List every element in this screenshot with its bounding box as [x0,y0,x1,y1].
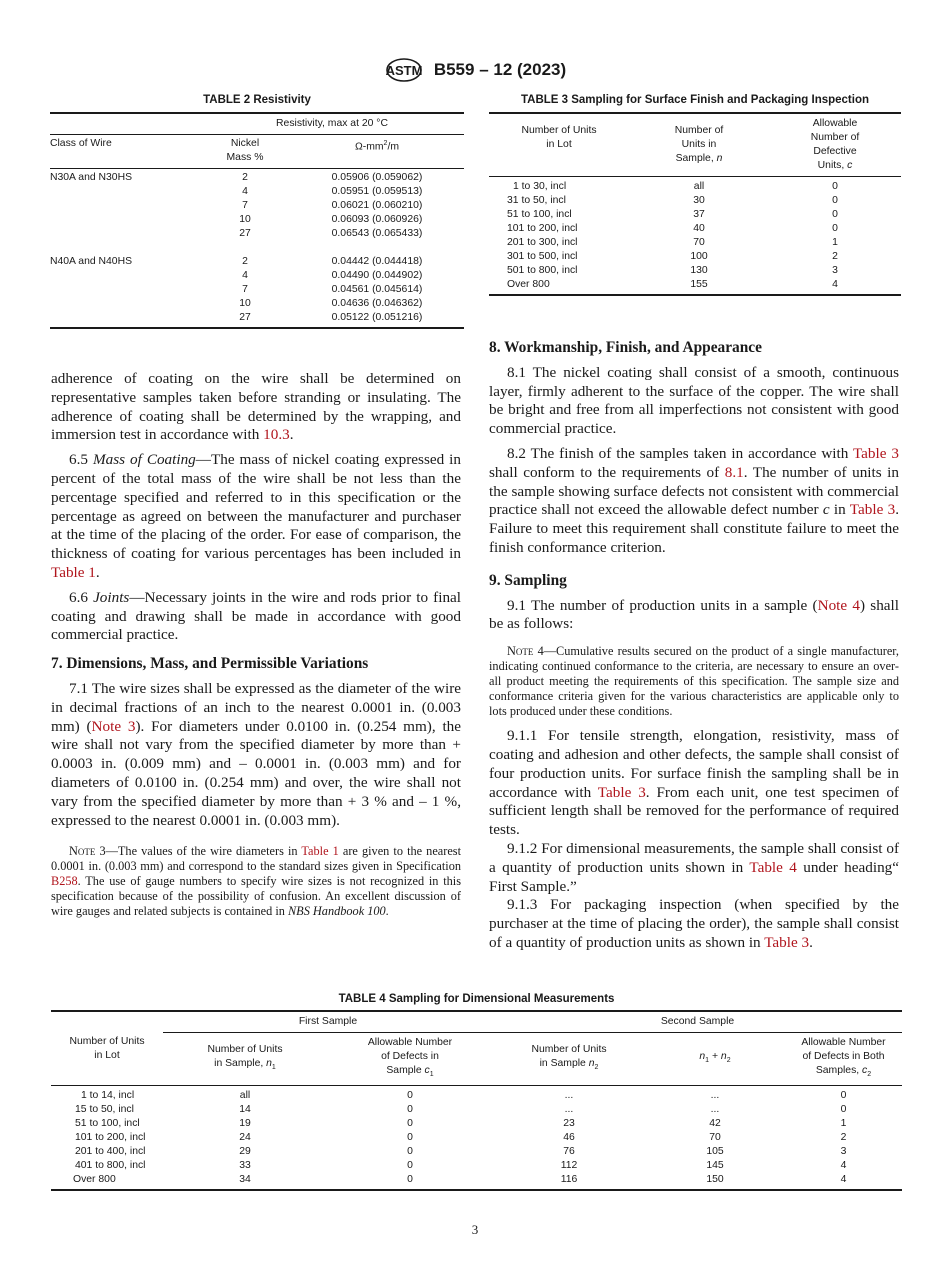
c2-cell: 4 [840,1174,847,1186]
link-table-1[interactable]: Table 1 [301,844,339,859]
c-cell: 0 [832,223,838,234]
n-cell: 130 [690,265,708,276]
c-cell: 0 [832,181,838,192]
c-cell: 2 [832,251,838,262]
n1-cell: 33 [239,1160,251,1172]
nickel-mass-cell: 2 [242,172,248,183]
link-note-4[interactable]: Note 4 [817,596,860,614]
sum-cell: 70 [709,1132,721,1144]
lot-cell: 201 to 400, incl [75,1146,146,1158]
col-n1: Number of Units in Sample, $n_1$ [207,1044,283,1072]
c-cell: 1 [832,237,838,248]
section-7-heading: 7. Dimensions, Mass, and Permissible Variations [51,655,369,673]
second-sample-header: Second Sample [493,1011,902,1033]
n2-cell: 76 [563,1146,575,1158]
sum-cell: ... [710,1090,720,1102]
table-3-caption: TABLE 3 Sampling for Surface Finish and Packaging Inspection [520,94,870,106]
table-row [51,1173,902,1190]
paragraph-8-2: 8.2 The finish of the samples taken in accordance with Table 3 shall conform to the requirements of 8.1. The number of units in the sample showing surface defects not consistent with commercial practice shall not exceed the allowable defect number c in Table 3. Failure to meet this requirement shall constitute failure to meet the finish conformance criterion. [489,444,900,556]
link-table-3[interactable]: Table 3 [764,933,810,951]
lot-cell: 1 to 14, incl [81,1090,135,1102]
designation-title: B559 – 12 (2023) [433,60,567,79]
n-cell: 40 [693,223,705,234]
table-row [50,241,464,269]
n-cell: 155 [690,279,708,290]
table-row [51,1117,902,1131]
c-cell: 4 [832,279,838,290]
class-of-wire-cell [50,311,200,328]
col-nickel-line1: Nickel [230,138,260,149]
c1-cell: 0 [407,1104,413,1116]
c-cell: 0 [832,195,838,206]
lot-cell: 101 to 200, incl [507,223,578,234]
col-allowable-defective: Allowable Number of Defective Units, c [810,118,860,171]
lot-cell: 401 to 800, incl [75,1160,146,1172]
class-of-wire-cell: N30A and N30HS [50,172,133,183]
n-cell: 70 [693,237,705,248]
col-resistivity-unit: $\Omega-mm^2/m$ [355,140,399,153]
col-nickel-mass [200,135,290,169]
sum-cell: 105 [706,1146,724,1158]
class-of-wire-cell [50,199,200,213]
n-cell: 30 [693,195,705,206]
resistivity-cell: 0.05951 (0.059513) [331,186,423,197]
n1-cell: 19 [239,1118,251,1130]
col-units-in-lot: Number of Units in Lot [51,1011,163,1086]
col-c2: Allowable Number of Defects in Both Samples, $c_2$ [801,1037,886,1079]
n1-cell: 24 [239,1132,251,1144]
lot-cell: 15 to 50, incl [75,1104,134,1116]
table-row [50,283,464,297]
c1-cell: 0 [407,1090,413,1102]
document-header [0,56,950,84]
sum-cell: 150 [706,1174,724,1186]
link-table-4[interactable]: Table 4 [749,858,797,876]
nickel-mass-cell: 7 [242,200,248,211]
sum-cell: ... [710,1104,720,1116]
class-of-wire-cell [50,213,200,227]
table-row [51,1159,902,1173]
svg-text:ASTM: ASTM [385,63,423,78]
c1-cell: 0 [407,1118,413,1130]
n-cell: 100 [690,251,708,262]
astm-logo-icon [384,56,424,84]
paragraph-9-1-2: 9.1.2 For dimensional measurements, the sample shall consist of a quantity of production units shown in Table 4 under heading“ First Sample.” [489,839,899,895]
page-number: 3 [471,1222,479,1237]
nickel-mass-cell: 4 [242,270,248,281]
sum-cell: 42 [709,1118,721,1130]
nickel-mass-cell: 10 [239,214,251,225]
nickel-mass-cell: 4 [242,186,248,197]
table-row [51,1131,902,1145]
link-10-3[interactable]: 10.3 [263,426,290,444]
class-of-wire-cell: N40A and N40HS [50,256,133,267]
sum-cell: 145 [706,1160,724,1172]
resistivity-cell: 0.06543 (0.065433) [331,228,423,239]
c-cell: 0 [832,209,838,220]
resistivity-cell: 0.06093 (0.060926) [331,214,423,225]
lot-cell: 51 to 100, incl [75,1118,140,1130]
link-note-3[interactable]: Note 3 [91,717,136,735]
table-row [489,250,901,264]
nickel-mass-cell: 27 [239,228,251,239]
paragraph-6-5: 6.5 Mass of Coating—The mass of nickel coating expressed in percent of the total mass of the wire shall be not less than the percentage specified and referred to in this specification or the percentage as agreed on between the manufacturer and purchaser at the time of the placing of the order. For ease of comparison, the thickness of coating for various percentages has been included in Table 1. [51,451,461,581]
c1-cell: 0 [407,1174,413,1186]
table-row [50,199,464,213]
paragraph-6-6: 6.6 Joints—Necessary joints in the wire and rods prior to final coating and drawing shall be made in accordance with good commercial practice. [51,588,461,644]
c-cell: 3 [832,265,838,276]
c2-cell: 0 [840,1090,847,1102]
c2-cell: 3 [840,1146,847,1158]
link-8-1[interactable]: 8.1 [724,463,744,481]
col-nickel-line2: Mass % [226,152,264,163]
link-table-1[interactable]: Table 1 [51,563,96,581]
n-cell: all [693,181,705,192]
resistivity-cell: 0.05906 (0.059062) [331,172,423,183]
right-column [489,329,899,959]
table-row [51,1086,902,1104]
n1-cell: all [239,1090,251,1102]
n2-cell: 112 [560,1160,578,1172]
n2-cell: 116 [560,1174,578,1186]
lot-cell: 201 to 300, incl [507,237,578,248]
lot-cell: Over 800 [73,1174,116,1186]
col-units-in-sample: Number of Units in Sample, n [674,125,724,164]
table-row [50,185,464,199]
link-b258[interactable]: B258 [51,874,78,889]
table-row [51,1145,902,1159]
col-units-in-lot: Number of Units in Lot [521,125,597,150]
resistivity-group-header: Resistivity, max at 20 °C [276,118,388,129]
lot-cell: Over 800 [507,279,550,290]
table-row [489,278,901,295]
table-row [489,222,901,236]
table-2 [50,94,464,329]
table-row [489,208,901,222]
table-2-caption: TABLE 2 Resistivity [203,94,311,106]
n2-cell: 23 [563,1118,575,1130]
note-3: Note 3—The values of the wire diameters in Table 1 are given to the nearest 0.0001 in. (0.003 mm) and correspond to the standard sizes given in Specification B258. The use of gauge numbers to specify wire sizes is not recognized in this specification because of the possibility of confusion. An excellent discussion of wire gauges and related subjects is contained in NBS Handbook 100. [51,844,462,919]
lot-cell: 31 to 50, incl [507,195,566,206]
resistivity-cell: 0.04490 (0.044902) [331,270,423,281]
lot-cell: 1 to 30, incl [513,181,567,192]
table-row [489,194,901,208]
link-table-3[interactable]: Table 3 [597,783,646,801]
nickel-mass-cell: 7 [242,284,248,295]
n2-cell: ... [564,1104,574,1116]
n1-cell: 14 [239,1104,251,1116]
n-cell: 37 [693,209,705,220]
first-sample-header: First Sample [163,1011,493,1033]
nickel-mass-cell: 27 [239,312,251,323]
nickel-mass-cell: 2 [242,256,248,267]
note-4: Note 4—Cumulative results secured on the product of a single manufacturer, indicating continued conformance to the criteria, are necessary to ensure an over-all product meeting the requirements of this specification. The sample size and conformance criteria given for the various characteristics are applicable only to lots produced under these conditions. [489,644,899,719]
section-8-heading: 8. Workmanship, Finish, and Appearance [489,339,762,356]
class-of-wire-cell [50,283,200,297]
table-row [50,169,464,186]
paragraph-9-1-1: 9.1.1 For tensile strength, elongation, resistivity, mass of coating and adhesion and other defects, the sample shall consist of four production units. For surface finish the sampling shall be in accordance with Table 3. From each unit, one test specimen of sufficient length shall be removed for the performance of required tests. [489,727,899,839]
class-of-wire-cell [50,185,200,199]
section-9-heading: 9. Sampling [489,571,567,589]
n1-cell: 34 [239,1174,251,1186]
lot-cell: 301 to 500, incl [507,251,578,262]
col-n2: Number of Units in Sample $n_2$ [531,1044,607,1072]
resistivity-cell: 0.04561 (0.045614) [331,284,423,295]
table-row [50,269,464,283]
table-3 [489,94,901,296]
col-c1: Allowable Number of Defects in Sample $c_1$ [367,1037,453,1079]
n1-cell: 29 [239,1146,251,1158]
paragraph-9-1-3: 9.1.3 For packaging inspection (when specified by the purchaser at the time of placing the order), the sample shall consist of a quantity of production units as shown in Table 3. [489,896,899,951]
resistivity-cell: 0.04442 (0.044418) [331,256,423,267]
lot-cell: 51 to 100, incl [507,209,572,220]
paragraph-8-1: 8.1 The nickel coating shall consist of a smooth, continuous layer, firmly adherent to the surface of the copper. The wire shall be bright and free from all imperfections not consistent with good commercial practice. [489,363,899,438]
lot-cell: 501 to 800, incl [507,265,578,276]
paragraph-9-1: 9.1 The number of production units in a sample (Note 4) shall be as follows: [489,596,899,633]
col-class-of-wire: Class of Wire [50,138,112,149]
table-4-caption: TABLE 4 Sampling for Dimensional Measurements [338,993,615,1005]
c1-cell: 0 [407,1132,413,1144]
c1-cell: 0 [407,1146,413,1158]
col-n1-plus-n2: $n_1 + n_2$ [699,1051,731,1065]
table-row [489,236,901,250]
paragraph-adherence: adherence of coating on the wire shall be determined on representative samples taken before stranding or insulating. The adherence of coating shall be determined by the wrapping, and immersion test in accordance with 10.3. [51,370,461,444]
table-row [489,264,901,278]
table-row [50,227,464,241]
table-row [51,1103,902,1117]
n2-cell: 46 [563,1132,575,1144]
nickel-mass-cell: 10 [239,298,251,309]
c2-cell: 2 [840,1132,847,1144]
table-row [50,213,464,227]
c2-cell: 0 [840,1104,847,1116]
resistivity-cell: 0.04636 (0.046362) [331,298,423,309]
c1-cell: 0 [407,1160,413,1172]
table-row [489,177,901,195]
c2-cell: 1 [840,1118,847,1130]
class-of-wire-cell [50,269,200,283]
resistivity-cell: 0.06021 (0.060210) [331,200,423,211]
table-row [50,311,464,328]
link-table-3[interactable]: Table 3 [849,501,896,519]
n2-cell: ... [564,1090,574,1102]
resistivity-cell: 0.05122 (0.051216) [331,312,423,323]
class-of-wire-cell [50,227,200,241]
table-row [50,297,464,311]
c2-cell: 4 [840,1160,847,1172]
left-column [51,370,461,927]
link-table-3[interactable]: Table 3 [852,444,899,462]
paragraph-7-1: 7.1 The wire sizes shall be expressed as the diameter of the wire in decimal fractions of an inch to the nearest 0.0001 in. (0.003 mm) (Note 3). For diameters under 0.0100 in. (0.254 mm), the wire shall not vary from the specified diameter by more than + 0.0003 in. (0.009 mm) and – 0.0001 in. (0.003 mm) and for diameters of 0.0100 in. (0.254 mm) and over, the wire shall not vary from the specified diameter by more than + 3 % and – 1 %, expressed to the nearest 0.0001 in. (0.003 mm). [51,679,462,829]
lot-cell: 101 to 200, incl [75,1132,146,1144]
class-of-wire-cell [50,297,200,311]
table-4 [51,993,902,1191]
